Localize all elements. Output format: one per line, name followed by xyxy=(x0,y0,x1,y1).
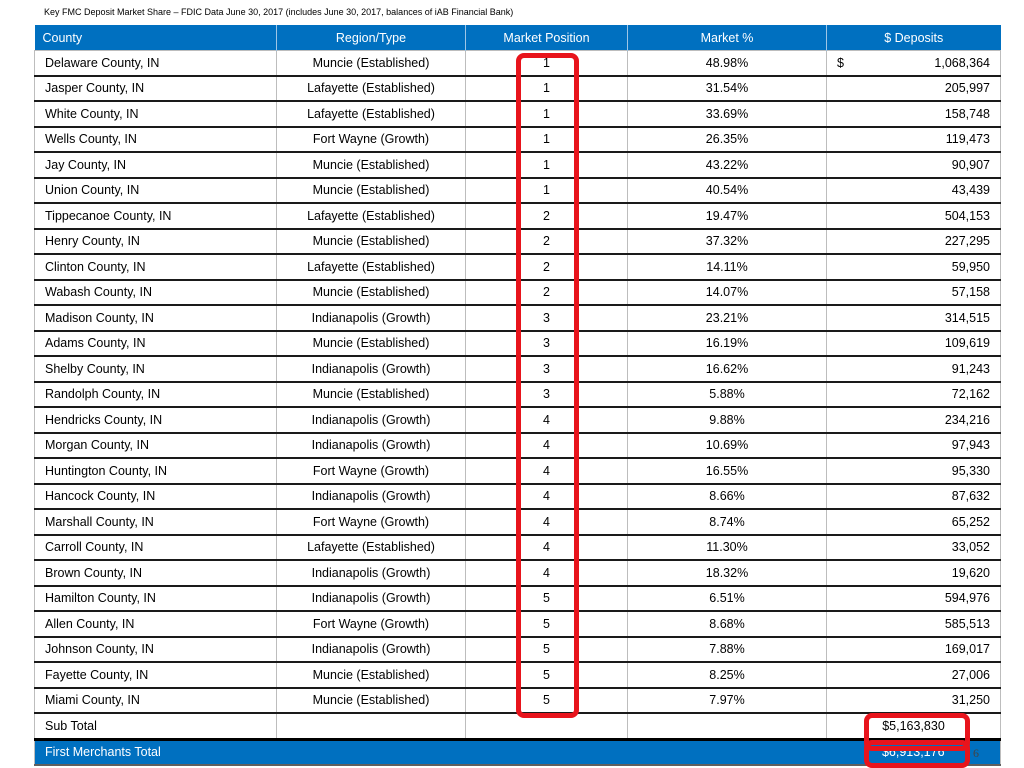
deposits-cell xyxy=(827,688,1001,714)
region-cell: Lafayette (Established) xyxy=(277,101,466,127)
table-row xyxy=(35,356,1001,382)
county-cell: Wells County, IN xyxy=(35,127,277,153)
market-position-cell: 1 xyxy=(466,127,628,153)
deposits-cell xyxy=(827,51,1001,76)
region-cell: Indianapolis (Growth) xyxy=(277,305,466,331)
deposits-value: 19,620 xyxy=(951,565,990,580)
deposits-value: 31,250 xyxy=(951,693,990,708)
region-cell: Muncie (Established) xyxy=(277,229,466,255)
region-cell: Lafayette (Established) xyxy=(277,535,466,561)
deposits-value: 91,243 xyxy=(951,361,990,376)
market-position-cell: 4 xyxy=(466,484,628,510)
market-position-cell: 1 xyxy=(466,51,628,76)
county-cell: Jay County, IN xyxy=(35,152,277,178)
deposits-value: 59,950 xyxy=(951,259,990,274)
deposits-value: 27,006 xyxy=(951,667,990,682)
deposits-cell xyxy=(827,662,1001,688)
table-row xyxy=(35,51,1001,76)
deposits-cell xyxy=(827,611,1001,637)
county-cell: Miami County, IN xyxy=(35,688,277,714)
market-percent-cell: 11.30% xyxy=(628,535,827,561)
county-cell: Henry County, IN xyxy=(35,229,277,255)
deposits-cell xyxy=(827,127,1001,153)
market-percent-cell: 23.21% xyxy=(628,305,827,331)
table-header-row xyxy=(35,25,1001,51)
table-row xyxy=(35,280,1001,306)
market-percent-cell: 48.98% xyxy=(628,51,827,76)
deposits-value: 205,997 xyxy=(944,81,990,96)
county-cell: Wabash County, IN xyxy=(35,280,277,306)
market-percent-cell: 7.97% xyxy=(628,688,827,714)
deposits-value: 227,295 xyxy=(944,234,990,249)
deposits-value: 72,162 xyxy=(951,387,990,402)
subtotal-value: $5,163,830 xyxy=(827,713,1001,739)
table-body xyxy=(35,51,1001,766)
deposits-cell xyxy=(827,254,1001,280)
total-label: First Merchants Total xyxy=(35,739,277,765)
market-position-cell: 4 xyxy=(466,560,628,586)
county-cell: Hancock County, IN xyxy=(35,484,277,510)
table-row xyxy=(35,535,1001,561)
region-cell: Indianapolis (Growth) xyxy=(277,637,466,663)
county-cell: Allen County, IN xyxy=(35,611,277,637)
deposits-cell xyxy=(827,637,1001,663)
region-cell: Lafayette (Established) xyxy=(277,203,466,229)
market-percent-cell: 16.55% xyxy=(628,458,827,484)
deposits-value: 1,068,364 xyxy=(934,55,990,70)
market-percent-cell: 14.07% xyxy=(628,280,827,306)
deposits-value: 95,330 xyxy=(951,463,990,478)
market-position-cell: 1 xyxy=(466,76,628,102)
county-cell: Brown County, IN xyxy=(35,560,277,586)
county-cell: Fayette County, IN xyxy=(35,662,277,688)
county-cell: White County, IN xyxy=(35,101,277,127)
market-percent-cell: 10.69% xyxy=(628,433,827,459)
deposits-value: 109,619 xyxy=(944,336,990,351)
county-cell: Union County, IN xyxy=(35,178,277,204)
header-region-type: Region/Type xyxy=(277,25,466,51)
dollar-sign: $ xyxy=(837,55,844,70)
county-cell: Tippecanoe County, IN xyxy=(35,203,277,229)
header-market-percent: Market % xyxy=(628,25,827,51)
deposits-value: 97,943 xyxy=(951,438,990,453)
deposits-value: 504,153 xyxy=(944,208,990,223)
market-position-cell: 2 xyxy=(466,203,628,229)
region-cell: Indianapolis (Growth) xyxy=(277,356,466,382)
table-row xyxy=(35,229,1001,255)
deposits-cell xyxy=(827,280,1001,306)
deposits-cell xyxy=(827,101,1001,127)
table-row xyxy=(35,586,1001,612)
deposits-cell xyxy=(827,586,1001,612)
table-row xyxy=(35,433,1001,459)
deposits-cell xyxy=(827,509,1001,535)
market-position-cell: 5 xyxy=(466,662,628,688)
deposits-cell xyxy=(827,484,1001,510)
deposits-cell xyxy=(827,229,1001,255)
county-cell: Hamilton County, IN xyxy=(35,586,277,612)
deposits-cell xyxy=(827,458,1001,484)
region-cell: Muncie (Established) xyxy=(277,51,466,76)
table-row xyxy=(35,178,1001,204)
market-position-cell: 3 xyxy=(466,305,628,331)
deposits-value: 314,515 xyxy=(944,310,990,325)
market-position-cell: 3 xyxy=(466,356,628,382)
deposits-value: 65,252 xyxy=(951,514,990,529)
page-number: 6 xyxy=(973,746,979,760)
deposits-value: 87,632 xyxy=(951,489,990,504)
market-percent-cell: 18.32% xyxy=(628,560,827,586)
deposits-cell xyxy=(827,305,1001,331)
market-percent-cell: 5.88% xyxy=(628,382,827,408)
table-row xyxy=(35,662,1001,688)
deposits-value: 234,216 xyxy=(944,412,990,427)
deposits-value: 169,017 xyxy=(944,642,990,657)
region-cell: Muncie (Established) xyxy=(277,152,466,178)
county-cell: Madison County, IN xyxy=(35,305,277,331)
header-county: County xyxy=(35,25,277,51)
subtotal-label: Sub Total xyxy=(35,713,277,739)
market-percent-cell: 6.51% xyxy=(628,586,827,612)
region-cell: Muncie (Established) xyxy=(277,382,466,408)
region-cell: Indianapolis (Growth) xyxy=(277,484,466,510)
region-cell: Fort Wayne (Growth) xyxy=(277,458,466,484)
county-cell: Morgan County, IN xyxy=(35,433,277,459)
subtotal-blank xyxy=(628,713,827,739)
region-cell: Indianapolis (Growth) xyxy=(277,407,466,433)
total-value: $6,913,176 xyxy=(827,739,1001,765)
market-percent-cell: 26.35% xyxy=(628,127,827,153)
total-blank xyxy=(277,739,466,765)
market-percent-cell: 8.25% xyxy=(628,662,827,688)
market-position-cell: 5 xyxy=(466,611,628,637)
market-percent-cell: 40.54% xyxy=(628,178,827,204)
market-position-cell: 4 xyxy=(466,407,628,433)
header-deposits: $ Deposits xyxy=(827,25,1001,51)
deposits-value: 594,976 xyxy=(944,591,990,606)
market-position-cell: 4 xyxy=(466,458,628,484)
total-row xyxy=(35,739,1001,765)
market-position-cell: 2 xyxy=(466,229,628,255)
market-percent-cell: 16.19% xyxy=(628,331,827,357)
county-cell: Huntington County, IN xyxy=(35,458,277,484)
market-percent-cell: 19.47% xyxy=(628,203,827,229)
deposit-market-share-table xyxy=(34,25,1001,766)
table-row xyxy=(35,509,1001,535)
market-position-cell: 3 xyxy=(466,382,628,408)
market-percent-cell: 8.68% xyxy=(628,611,827,637)
table-row xyxy=(35,203,1001,229)
market-percent-cell: 43.22% xyxy=(628,152,827,178)
market-position-cell: 1 xyxy=(466,101,628,127)
region-cell: Muncie (Established) xyxy=(277,688,466,714)
region-cell: Indianapolis (Growth) xyxy=(277,586,466,612)
table-caption: Key FMC Deposit Market Share – FDIC Data June 30, 2017 (includes June 30, 2017, balances of iAB Financial Bank) xyxy=(44,7,514,17)
subtotal-blank xyxy=(277,713,466,739)
deposits-cell xyxy=(827,203,1001,229)
region-cell: Lafayette (Established) xyxy=(277,254,466,280)
region-cell: Indianapolis (Growth) xyxy=(277,560,466,586)
county-cell: Hendricks County, IN xyxy=(35,407,277,433)
market-percent-cell: 37.32% xyxy=(628,229,827,255)
market-position-cell: 2 xyxy=(466,254,628,280)
market-percent-cell: 31.54% xyxy=(628,76,827,102)
county-cell: Randolph County, IN xyxy=(35,382,277,408)
table-row xyxy=(35,152,1001,178)
market-percent-cell: 7.88% xyxy=(628,637,827,663)
deposits-value: 585,513 xyxy=(944,616,990,631)
market-percent-cell: 14.11% xyxy=(628,254,827,280)
market-percent-cell: 8.74% xyxy=(628,509,827,535)
deposits-cell xyxy=(827,535,1001,561)
table-row xyxy=(35,331,1001,357)
region-cell: Muncie (Established) xyxy=(277,280,466,306)
table-row xyxy=(35,637,1001,663)
market-percent-cell: 16.62% xyxy=(628,356,827,382)
market-position-cell: 1 xyxy=(466,178,628,204)
deposits-cell xyxy=(827,560,1001,586)
market-position-cell: 4 xyxy=(466,509,628,535)
deposits-value: 43,439 xyxy=(951,183,990,198)
market-position-cell: 4 xyxy=(466,535,628,561)
county-cell: Carroll County, IN xyxy=(35,535,277,561)
deposits-cell xyxy=(827,178,1001,204)
table-row xyxy=(35,484,1001,510)
region-cell: Indianapolis (Growth) xyxy=(277,433,466,459)
county-cell: Marshall County, IN xyxy=(35,509,277,535)
market-position-cell: 4 xyxy=(466,433,628,459)
market-percent-cell: 33.69% xyxy=(628,101,827,127)
header-market-position: Market Position xyxy=(466,25,628,51)
deposits-value: 119,473 xyxy=(945,132,990,147)
market-position-cell: 5 xyxy=(466,637,628,663)
table-row xyxy=(35,382,1001,408)
region-cell: Muncie (Established) xyxy=(277,178,466,204)
table-row xyxy=(35,76,1001,102)
deposits-value: 158,748 xyxy=(944,106,990,121)
market-position-cell: 3 xyxy=(466,331,628,357)
county-cell: Adams County, IN xyxy=(35,331,277,357)
deposits-cell xyxy=(827,331,1001,357)
table-row xyxy=(35,688,1001,714)
market-percent-cell: 9.88% xyxy=(628,407,827,433)
market-position-cell: 5 xyxy=(466,586,628,612)
market-position-cell: 5 xyxy=(466,688,628,714)
deposits-cell xyxy=(827,433,1001,459)
table-row xyxy=(35,407,1001,433)
county-cell: Shelby County, IN xyxy=(35,356,277,382)
county-cell: Johnson County, IN xyxy=(35,637,277,663)
table-row xyxy=(35,101,1001,127)
subtotal-blank xyxy=(466,713,628,739)
subtotal-row xyxy=(35,713,1001,739)
table-row xyxy=(35,611,1001,637)
deposits-cell xyxy=(827,382,1001,408)
deposits-value: 57,158 xyxy=(951,285,990,300)
market-position-cell: 1 xyxy=(466,152,628,178)
county-cell: Clinton County, IN xyxy=(35,254,277,280)
county-cell: Delaware County, IN xyxy=(35,51,277,76)
market-percent-cell: 8.66% xyxy=(628,484,827,510)
region-cell: Fort Wayne (Growth) xyxy=(277,611,466,637)
table-row xyxy=(35,254,1001,280)
market-position-cell: 2 xyxy=(466,280,628,306)
deposits-cell xyxy=(827,356,1001,382)
total-blank xyxy=(466,739,628,765)
region-cell: Muncie (Established) xyxy=(277,662,466,688)
deposits-cell xyxy=(827,407,1001,433)
region-cell: Muncie (Established) xyxy=(277,331,466,357)
deposits-value: 90,907 xyxy=(951,157,990,172)
table-row xyxy=(35,305,1001,331)
deposits-cell xyxy=(827,152,1001,178)
deposits-cell xyxy=(827,76,1001,102)
table-row xyxy=(35,127,1001,153)
table-row xyxy=(35,560,1001,586)
county-cell: Jasper County, IN xyxy=(35,76,277,102)
region-cell: Fort Wayne (Growth) xyxy=(277,509,466,535)
region-cell: Lafayette (Established) xyxy=(277,76,466,102)
deposits-value: 33,052 xyxy=(951,540,990,555)
total-blank xyxy=(628,739,827,765)
table-row xyxy=(35,458,1001,484)
region-cell: Fort Wayne (Growth) xyxy=(277,127,466,153)
